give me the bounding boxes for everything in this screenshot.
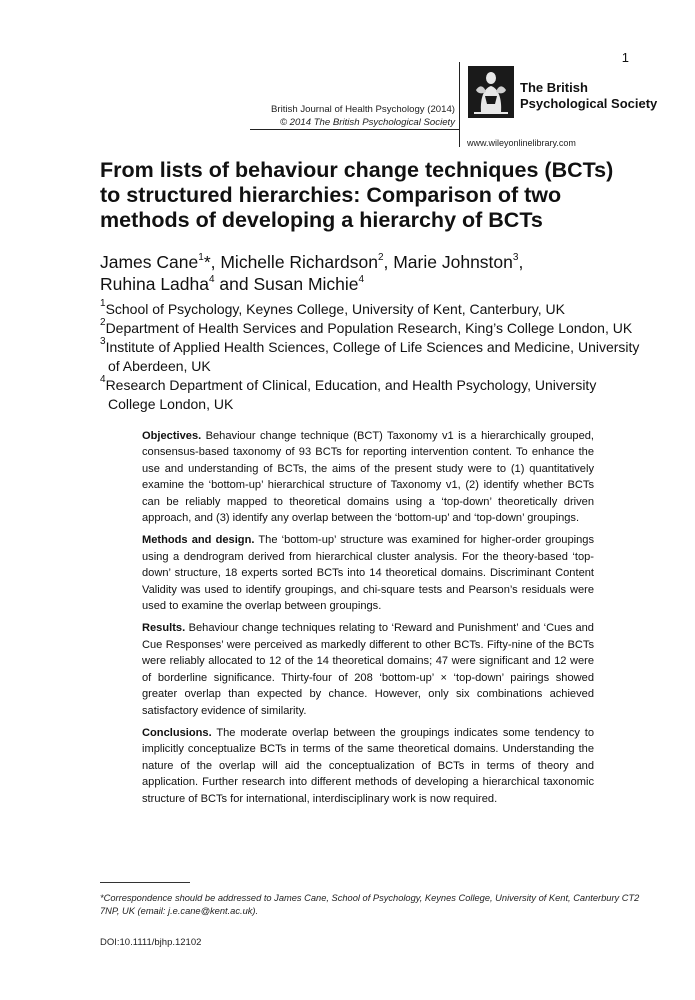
affiliation-text: Department of Health Services and Population Research, King’s College London, UK <box>105 320 633 336</box>
methods-label: Methods and design. <box>142 534 255 547</box>
affiliation-marker: 1 <box>100 298 106 309</box>
affiliation-marker: 2 <box>100 317 106 328</box>
affiliation-marker: 4 <box>100 374 106 385</box>
affiliation-text: Institute of Applied Health Sciences, College of Life Sciences and Medicine, University <box>105 339 640 355</box>
author-separator: *, <box>203 252 221 272</box>
author-name: James Cane <box>100 252 199 272</box>
doi[interactable]: DOI:10.1111/bjhp.12102 <box>100 937 202 948</box>
bps-logo-icon <box>468 66 514 118</box>
affiliation <box>100 376 640 414</box>
affiliation <box>100 338 640 376</box>
society-name <box>520 80 657 112</box>
affiliation-text: Research Department of Clinical, Education, and Health Psychology, University <box>105 377 597 393</box>
conclusions-label: Conclusions. <box>142 726 212 739</box>
footnote-line-2: 7NP, UK (email: j.e.cane@kent.ac.uk). <box>100 906 259 916</box>
page-number: 1 <box>621 50 629 65</box>
author-name: Ruhina Ladha <box>100 274 209 294</box>
abstract <box>142 428 594 813</box>
title-line-3: methods of developing a hierarchy of BCTs <box>100 208 543 232</box>
publisher-website[interactable]: www.wileyonlinelibrary.com <box>467 138 576 148</box>
results-label: Results. <box>142 622 186 635</box>
author-name: Susan Michie <box>253 274 359 294</box>
journal-citation <box>271 103 455 129</box>
methods-text: The ‘bottom-up’ structure was examined for higher-order groupings using a dendrogram derived from hierarchical cluster analysis. For the theory-based ‘top-down’ structure, 18 experts sorted BCTs into 14 theoretical domains. Discriminant Content Validity was used to identify groupings, and chi-square tests and Pearson’s residuals were used to examine the overlap between groupings. <box>142 534 594 613</box>
affiliation <box>100 300 640 319</box>
author-affiliation-marker: 3 <box>512 252 519 263</box>
author-affiliation-marker: 2 <box>377 252 384 263</box>
results-text: Behaviour change techniques relating to ‘Reward and Punishment’ and ‘Cues and Cue Responses’ were perceived as markedly different to other BCTs. Fifty-nine of the BCTs were reliably allocated to 12 of the 14 theoretical domains; 47 were significant and 12 were of borderline significance. Thirty-four of 208 ‘bottom-up’ × ‘top-down’ pairings showed greater overlap than expected by chance. However, only six combinations achieved satisfactory evidence of similarity. <box>142 622 594 717</box>
author-name: Michelle Richardson <box>220 252 378 272</box>
title-line-2: to structured hierarchies: Comparison of two <box>100 183 562 207</box>
author-affiliation-marker: 4 <box>358 274 365 285</box>
author-affiliation-marker: 1 <box>198 252 204 263</box>
affiliation-text: School of Psychology, Keynes College, University of Kent, Canterbury, UK <box>105 301 565 317</box>
journal-name: British Journal of Health Psychology (2014) <box>271 104 455 115</box>
author-separator: , <box>518 252 524 272</box>
header-divider-horizontal <box>250 129 459 130</box>
affiliation <box>100 319 640 338</box>
article-title <box>100 158 640 233</box>
affiliation-text-continued: College London, UK <box>108 396 234 412</box>
title-line-1: From lists of behaviour change techniques (BCTs) <box>100 158 614 182</box>
correspondence-footnote <box>100 892 640 918</box>
abstract-conclusions <box>142 725 594 807</box>
author-separator: and <box>214 274 254 294</box>
author-separator: , <box>383 252 394 272</box>
footnote-rule <box>100 882 190 883</box>
abstract-results <box>142 620 594 718</box>
society-name-line2: Psychological Society <box>520 96 658 111</box>
header-divider-vertical <box>459 62 460 147</box>
footnote-line-1: *Correspondence should be addressed to James Cane, School of Psychology, Keynes College, University of Kent, Canterbury CT2 <box>100 893 640 903</box>
affiliation-marker: 3 <box>100 336 106 347</box>
conclusions-text: The moderate overlap between the groupings indicates some tendency to implicitly conceptualize BCTs in terms of the same theoretical domains. Understanding the nature of the overlap will aid the conceptualization of BCTs in terms of theory and application. Further research into different methods of developing a hierarchical taxonomic structure of BCTs for international, interdisciplinary work is now required. <box>142 726 595 805</box>
author-name: Marie Johnston <box>393 252 513 272</box>
society-name-line1: The British <box>520 80 588 95</box>
affiliation-text-continued: of Aberdeen, UK <box>108 358 211 374</box>
objectives-text: Behaviour change technique (BCT) Taxonomy v1 is a hierarchically grouped, consensus-based taxonomy of 93 BCTs for reporting intervention content. To enhance the use and understanding of BCTs, the aims of the present study were to (1) quantitatively examine the ‘bottom-up’ hierarchical structure of Taxonomy v1, (2) identify whether BCTs can be reliably mapped to theoretical domains using a ‘top-down’ theoretically driven approach, and (3) identify any overlap between the ‘bottom-up’ and ‘top-down’ groupings. <box>142 430 594 525</box>
author-list <box>100 251 640 295</box>
abstract-objectives <box>142 428 594 526</box>
copyright-line: © 2014 The British Psychological Society <box>279 117 455 128</box>
abstract-methods <box>142 532 594 614</box>
author-affiliation-marker: 4 <box>208 274 215 285</box>
objectives-label: Objectives. <box>142 430 202 442</box>
